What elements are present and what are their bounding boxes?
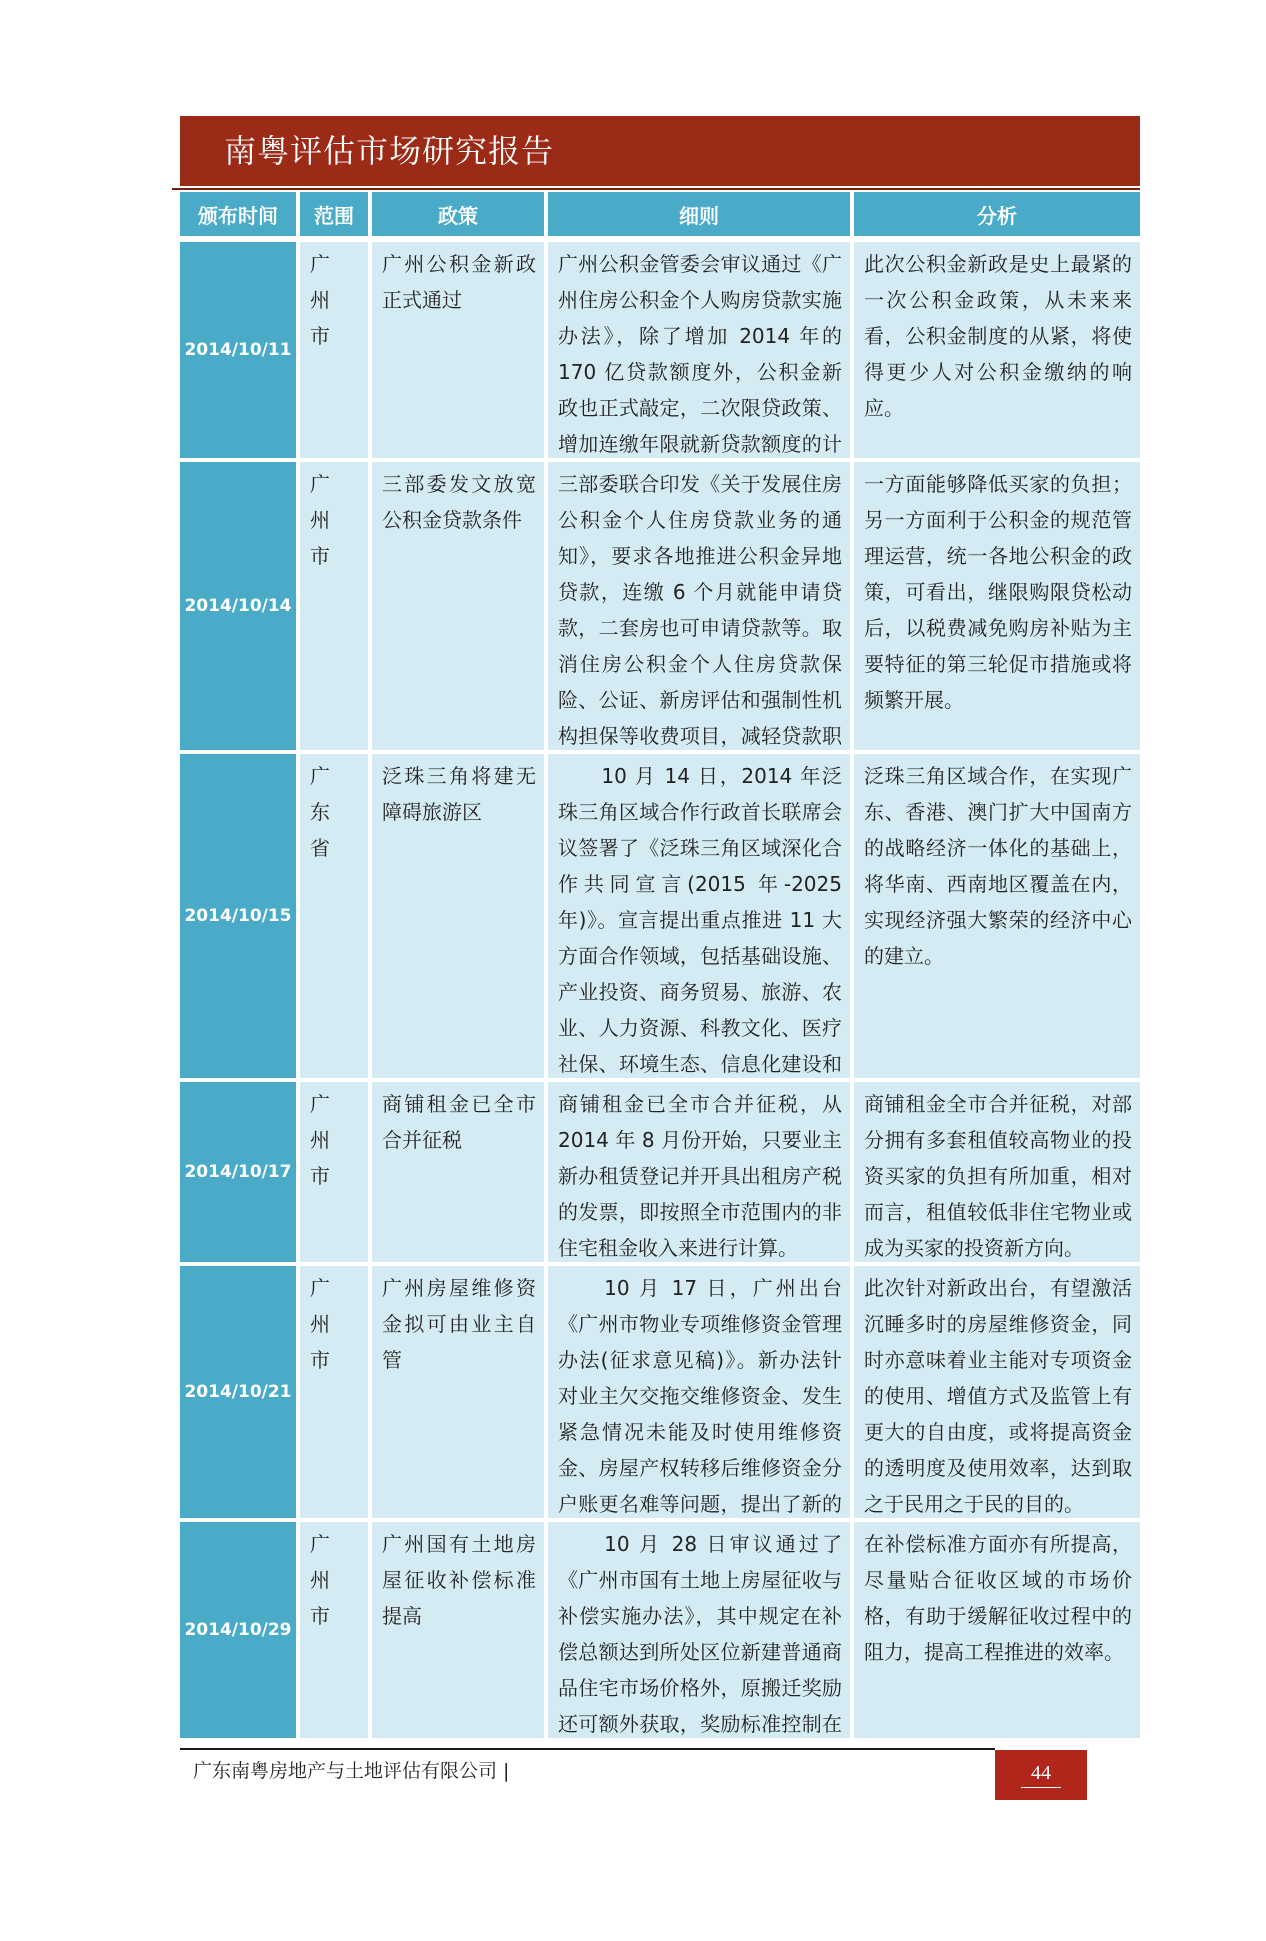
table-row <box>180 1266 1140 1518</box>
row-policy: 泛珠三角将建无障碍旅游区 <box>372 754 544 1078</box>
report-title: 南粤评估市场研究报告 <box>224 132 555 170</box>
column-header-analysis: 分析 <box>854 192 1140 236</box>
row-detail: 10 月 17 日，广州出台《广州市物业专项维修资金管理办法(征求意见稿)》。新办法针对业主欠交拖交维修资金、发生紧急情况未能及时使用维修资金、房屋产权转移后维修资金分户账更名难等问题，提出了新的 <box>548 1266 850 1518</box>
row-policy: 广州房屋维修资金拟可由业主自管 <box>372 1266 544 1518</box>
row-detail: 三部委联合印发《关于发展住房公积金个人住房贷款业务的通知》，要求各地推进公积金异地贷款，连缴 6 个月就能申请贷款，二套房也可申请贷款等。取消住房公积金个人住房贷款保险、公证、新房评估和强制性机构担保等收费项目，减轻贷款职 <box>548 462 850 750</box>
row-date: 2014/10/15 <box>180 754 296 1078</box>
page-number-box <box>995 1750 1087 1800</box>
table-header-row <box>180 192 1140 236</box>
row-detail: 10 月 14 日，2014 年泛珠三角区域合作行政首长联席会议签署了《泛珠三角区域深化合作共同宣言(2015 年-2025 年)》。宣言提出重点推进 11 大方面合作领域，包括基础设施、产业投资、商务贸易、旅游、农业、人力资源、科教文化、医疗社保、环境生态、信息化建设和 <box>548 754 850 1078</box>
footer-divider <box>180 1748 995 1750</box>
row-date: 2014/10/29 <box>180 1522 296 1738</box>
table-row <box>180 242 1140 458</box>
row-analysis: 此次公积金新政是史上最紧的一次公积金政策，从未来来看，公积金制度的从紧，将使得更少人对公积金缴纳的响应。 <box>854 242 1140 458</box>
title-divider <box>172 188 1140 190</box>
table-row <box>180 1082 1140 1262</box>
row-analysis: 此次针对新政出台，有望激活沉睡多时的房屋维修资金，同时亦意味着业主能对专项资金的使用、增值方式及监管上有更大的自由度，或将提高资金的透明度及使用效率，达到取之于民用之于民的目的。 <box>854 1266 1140 1518</box>
row-date: 2014/10/17 <box>180 1082 296 1262</box>
row-date: 2014/10/14 <box>180 462 296 750</box>
row-analysis: 一方面能够降低买家的负担；另一方面利于公积金的规范管理运营，统一各地公积金的政策，可看出，继限购限贷松动后，以税费减免购房补贴为主要特征的第三轮促市措施或将频繁开展。 <box>854 462 1140 750</box>
footer-company: 广东南粤房地产与土地评估有限公司 | <box>193 1760 510 1782</box>
row-policy: 广州国有土地房屋征收补偿标准提高 <box>372 1522 544 1738</box>
table-row <box>180 462 1140 750</box>
column-header-detail: 细则 <box>548 192 850 236</box>
row-date: 2014/10/11 <box>180 242 296 458</box>
row-scope: 广州市 <box>300 1266 368 1518</box>
row-policy: 商铺租金已全市合并征税 <box>372 1082 544 1262</box>
row-detail: 商铺租金已全市合并征税，从 2014 年 8 月份开始，只要业主新办租赁登记并开具出租房产税的发票，即按照全市范围内的非住宅租金收入来进行计算。 <box>548 1082 850 1262</box>
table-row <box>180 754 1140 1078</box>
row-scope: 广州市 <box>300 242 368 458</box>
row-scope: 广州市 <box>300 1522 368 1738</box>
report-title-banner <box>180 116 1140 186</box>
row-analysis: 泛珠三角区域合作，在实现广东、香港、澳门扩大中国南方的战略经济一体化的基础上，将华南、西南地区覆盖在内，实现经济强大繁荣的经济中心的建立。 <box>854 754 1140 1078</box>
row-scope: 广州市 <box>300 462 368 750</box>
row-detail: 广州公积金管委会审议通过《广州住房公积金个人购房贷款实施办法》，除了增加 2014 年的 170 亿贷款额度外，公积金新政也正式敲定，二次限贷政策、增加连缴年限就新贷款额度的计 <box>548 242 850 458</box>
row-analysis: 在补偿标准方面亦有所提高，尽量贴合征收区域的市场价格，有助于缓解征收过程中的阻力，提高工程推进的效率。 <box>854 1522 1140 1738</box>
policy-table <box>180 192 1140 1742</box>
page-number: 44 <box>1021 1762 1061 1788</box>
row-scope: 广东省 <box>300 754 368 1078</box>
row-analysis: 商铺租金全市合并征税，对部分拥有多套租值较高物业的投资买家的负担有所加重，相对而言，租值较低非住宅物业或成为买家的投资新方向。 <box>854 1082 1140 1262</box>
column-header-policy: 政策 <box>372 192 544 236</box>
row-policy: 广州公积金新政正式通过 <box>372 242 544 458</box>
column-header-scope: 范围 <box>300 192 368 236</box>
table-row <box>180 1522 1140 1738</box>
column-header-date: 颁布时间 <box>180 192 296 236</box>
row-detail: 10 月 28 日审议通过了《广州市国有土地上房屋征收与补偿实施办法》，其中规定在补偿总额达到所处区位新建普通商品住宅市场价格外，原搬迁奖励还可额外获取，奖励标准控制在 <box>548 1522 850 1738</box>
row-policy: 三部委发文放宽公积金贷款条件 <box>372 462 544 750</box>
row-scope: 广州市 <box>300 1082 368 1262</box>
row-date: 2014/10/21 <box>180 1266 296 1518</box>
